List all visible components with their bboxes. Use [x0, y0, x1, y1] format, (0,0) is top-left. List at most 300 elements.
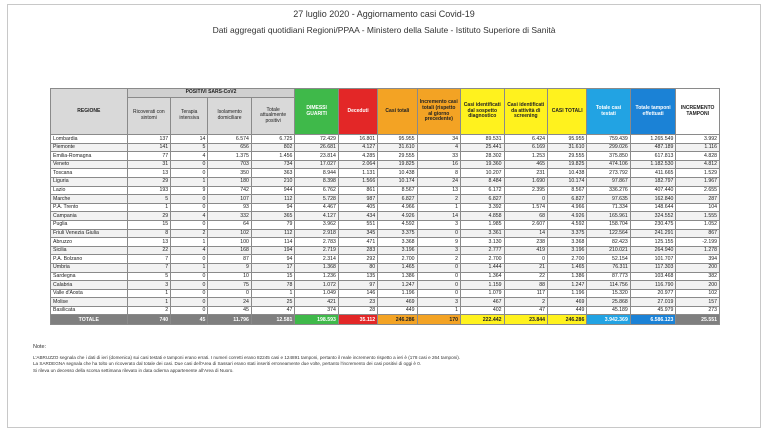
data-cell: 2 [171, 229, 208, 238]
data-cell: 0 [171, 203, 208, 212]
data-cell: 4.966 [378, 203, 417, 212]
data-cell: 2.314 [295, 255, 338, 264]
data-cell: 332 [208, 212, 251, 221]
data-cell: 2 [504, 298, 547, 307]
data-cell: 182.797 [630, 177, 676, 186]
data-cell: 1.052 [676, 220, 720, 229]
data-cell: 4.592 [378, 220, 417, 229]
data-cell: 22 [127, 246, 170, 255]
data-cell: 3.361 [461, 229, 504, 238]
header-regione: REGIONE [51, 89, 128, 135]
data-cell: 2.719 [295, 246, 338, 255]
data-cell: 77 [127, 152, 170, 161]
table-row [51, 289, 720, 298]
data-cell: 6.762 [295, 186, 338, 195]
data-cell: 1.079 [461, 289, 504, 298]
region-name-cell: Abruzzo [51, 238, 128, 247]
data-cell: 0 [208, 289, 251, 298]
data-cell: 1 [171, 263, 208, 272]
data-cell: 68 [504, 212, 547, 221]
data-cell: 238 [504, 238, 547, 247]
data-cell: 0 [417, 263, 460, 272]
data-cell: 19.825 [378, 160, 417, 169]
table-row [51, 195, 720, 204]
data-cell: 3.962 [295, 220, 338, 229]
data-cell: 9 [171, 186, 208, 195]
header-dimessi-guariti: DIMESSI GUARITI [295, 89, 338, 135]
region-name-cell: Liguria [51, 177, 128, 186]
data-cell: 703 [208, 160, 251, 169]
data-cell: 14 [504, 229, 547, 238]
header-totale-positivi: Totale attualmente positivi [251, 98, 295, 135]
table-row [51, 281, 720, 290]
data-cell: 2.918 [295, 229, 338, 238]
data-cell: 4.926 [548, 212, 587, 221]
data-cell: 365 [251, 212, 295, 221]
data-cell: 33 [417, 152, 460, 161]
data-cell: 3.392 [461, 203, 504, 212]
data-cell: 3.992 [676, 135, 720, 144]
data-cell: 141 [127, 143, 170, 152]
total-cell: 198.593 [295, 315, 338, 325]
data-cell: 29 [127, 177, 170, 186]
data-cell: 1.236 [295, 272, 338, 281]
data-cell: 25 [251, 298, 295, 307]
data-cell: 742 [208, 186, 251, 195]
data-cell: 13 [127, 238, 170, 247]
data-cell: 28 [338, 306, 377, 315]
covid-data-table-container [50, 88, 720, 325]
data-cell: 3.375 [378, 229, 417, 238]
report-subtitle: Dati aggregati quotidiani Regioni/PPAA - Ministero della Salute - Istituto Superiore di Sanità [212, 25, 556, 35]
total-cell: 6.586.123 [630, 315, 676, 325]
data-cell: 0 [417, 289, 460, 298]
data-cell: 162.840 [630, 195, 676, 204]
data-cell: 4.592 [548, 220, 587, 229]
data-cell: 299.026 [587, 143, 630, 152]
data-cell: 345 [338, 229, 377, 238]
data-cell: 95.955 [378, 135, 417, 144]
table-row [51, 152, 720, 161]
data-cell: 93 [208, 203, 251, 212]
data-cell: 2.607 [504, 220, 547, 229]
total-label-cell: TOTALE [51, 315, 128, 325]
data-cell: 75 [208, 281, 251, 290]
data-cell: 28.302 [461, 152, 504, 161]
header-casi-totali: Casi totali [378, 89, 417, 135]
data-cell: 47 [504, 306, 547, 315]
data-cell: 0 [417, 281, 460, 290]
region-name-cell: Valle d'Aosta [51, 289, 128, 298]
data-cell: 434 [338, 212, 377, 221]
data-cell: 1.247 [378, 281, 417, 290]
data-cell: 117.303 [630, 263, 676, 272]
table-row [51, 220, 720, 229]
table-row [51, 160, 720, 169]
data-cell: 0 [171, 298, 208, 307]
header-group-positivi: POSITIVI SARS-CoV2 [127, 89, 295, 98]
region-name-cell: P.A. Bolzano [51, 255, 128, 264]
header-casi-screening: Casi identificati da attività di screening [504, 89, 547, 135]
data-cell: 4.966 [548, 203, 587, 212]
data-cell: 10.438 [548, 169, 587, 178]
data-cell: 72.429 [295, 135, 338, 144]
data-cell: 0 [504, 195, 547, 204]
data-cell: 146 [338, 289, 377, 298]
data-cell: 3 [127, 281, 170, 290]
data-cell: 3.130 [461, 238, 504, 247]
data-cell: 6.172 [461, 186, 504, 195]
data-cell: 617.813 [630, 152, 676, 161]
total-cell: 246.286 [378, 315, 417, 325]
header-incremento-tamponi: INCREMENTO TAMPONI [676, 89, 720, 135]
data-cell: 861 [338, 186, 377, 195]
data-cell: 101.707 [630, 255, 676, 264]
data-cell: 2.700 [461, 255, 504, 264]
data-cell: 1 [127, 203, 170, 212]
data-cell: 117 [504, 289, 547, 298]
data-cell: 103.468 [630, 272, 676, 281]
table-body [51, 135, 720, 325]
table-row [51, 298, 720, 307]
data-cell: 10 [208, 272, 251, 281]
data-cell: 25.868 [587, 298, 630, 307]
data-cell: 29.555 [548, 152, 587, 161]
notes-label: Note: [33, 344, 47, 350]
data-cell: 1.444 [461, 263, 504, 272]
total-cell: 222.442 [461, 315, 504, 325]
data-cell: 114.756 [587, 281, 630, 290]
data-cell: 1 [251, 289, 295, 298]
table-row [51, 177, 720, 186]
data-cell: 3.375 [548, 229, 587, 238]
data-cell: 421 [295, 298, 338, 307]
data-cell: 4.127 [338, 143, 377, 152]
data-cell: 165.961 [587, 212, 630, 221]
data-cell: 0 [417, 272, 460, 281]
data-cell: 1.574 [504, 203, 547, 212]
data-cell: 29.555 [378, 152, 417, 161]
data-cell: 21 [504, 263, 547, 272]
data-cell: 402 [461, 306, 504, 315]
data-cell: 4.285 [338, 152, 377, 161]
data-cell: 31.610 [378, 143, 417, 152]
data-cell: 1.368 [295, 263, 338, 272]
data-cell: 1.967 [676, 177, 720, 186]
data-cell: 14 [171, 135, 208, 144]
total-cell: 3.942.369 [587, 315, 630, 325]
data-cell: 64 [208, 220, 251, 229]
data-cell: 1.364 [461, 272, 504, 281]
report-title: 27 luglio 2020 - Aggiornamento casi Covid-19 [293, 9, 475, 19]
data-cell: 47 [251, 306, 295, 315]
data-cell: 24 [208, 298, 251, 307]
data-cell: 210 [251, 177, 295, 186]
data-cell: 4 [171, 246, 208, 255]
data-cell: 3.368 [548, 238, 587, 247]
data-cell: 1 [417, 203, 460, 212]
data-cell: 15.320 [587, 289, 630, 298]
data-cell: 3 [417, 220, 460, 229]
data-cell: 551 [338, 220, 377, 229]
data-cell: 19.360 [461, 160, 504, 169]
data-cell: 8 [127, 229, 170, 238]
data-cell: 0 [171, 306, 208, 315]
data-cell: 1.049 [295, 289, 338, 298]
data-cell: 336.276 [587, 186, 630, 195]
data-cell: 6.169 [504, 143, 547, 152]
data-cell: 8.567 [548, 186, 587, 195]
data-cell: 80 [338, 263, 377, 272]
data-cell: 2.700 [548, 255, 587, 264]
data-cell: 474.106 [587, 160, 630, 169]
data-cell: 1.529 [676, 169, 720, 178]
data-cell: 4 [171, 212, 208, 221]
table-row [51, 238, 720, 247]
data-cell: 137 [127, 135, 170, 144]
data-cell: 1 [171, 238, 208, 247]
data-cell: 350 [208, 169, 251, 178]
note-line: La SARDEGNA segnala che ha tolto un ricoverato dal totale dei casi. Due casi dell'Area di Sassari erano stati inseriti erroneamente due volte, pertanto l'incremento dei casi positivi di oggi è 0. [33, 361, 422, 367]
data-cell: 52.154 [587, 255, 630, 264]
data-cell: 157 [676, 298, 720, 307]
data-cell: 29 [127, 212, 170, 221]
data-cell: 6.574 [208, 135, 251, 144]
data-cell: 2 [417, 255, 460, 264]
data-cell: 6.827 [461, 195, 504, 204]
data-cell: 20.977 [630, 289, 676, 298]
region-name-cell: Sicilia [51, 246, 128, 255]
data-cell: 4.127 [295, 212, 338, 221]
data-cell: 23 [338, 298, 377, 307]
data-cell: 13 [127, 169, 170, 178]
data-cell: 0 [171, 255, 208, 264]
data-cell: 292 [338, 255, 377, 264]
data-cell: 273 [676, 306, 720, 315]
data-cell: 1.072 [295, 281, 338, 290]
data-cell: 4.926 [378, 212, 417, 221]
data-cell: 656 [208, 143, 251, 152]
total-cell: 25.551 [676, 315, 720, 325]
data-cell: 97 [338, 281, 377, 290]
data-cell: 9 [417, 238, 460, 247]
data-cell: 210.021 [587, 246, 630, 255]
data-cell: 87 [208, 255, 251, 264]
data-cell: 2.783 [295, 238, 338, 247]
data-cell: 8 [417, 169, 460, 178]
data-cell: 374 [295, 306, 338, 315]
data-cell: 1.555 [676, 212, 720, 221]
data-cell: 1.253 [504, 152, 547, 161]
data-cell: 6.424 [504, 135, 547, 144]
region-name-cell: Umbria [51, 263, 128, 272]
header-totale-casi-testati: Totale casi testati [587, 89, 630, 135]
data-cell: 230.475 [630, 220, 676, 229]
table-row [51, 263, 720, 272]
header-incremento-casi: Incremento casi totali (rispetto al giorno precedente) [417, 89, 460, 135]
total-cell: 12.581 [251, 315, 295, 325]
data-cell: 116.790 [630, 281, 676, 290]
data-cell: 1 [171, 177, 208, 186]
data-cell: 0 [504, 255, 547, 264]
data-cell: 88 [504, 281, 547, 290]
data-cell: 6.827 [378, 195, 417, 204]
data-cell: 7 [127, 255, 170, 264]
data-cell: 24 [417, 177, 460, 186]
data-cell: 6.827 [548, 195, 587, 204]
data-cell: 467 [461, 298, 504, 307]
data-cell: 419 [504, 246, 547, 255]
data-cell: 78 [251, 281, 295, 290]
data-cell: 363 [251, 169, 295, 178]
header-casi-totali-2: CASI TOTALI [548, 89, 587, 135]
data-cell: 87.773 [587, 272, 630, 281]
group-header-row [51, 89, 720, 98]
table-row [51, 246, 720, 255]
data-cell: 22 [504, 272, 547, 281]
data-cell: -2.199 [676, 238, 720, 247]
region-name-cell: Molise [51, 298, 128, 307]
data-cell: 3.196 [548, 246, 587, 255]
data-cell: 5 [171, 143, 208, 152]
data-cell: 45.189 [587, 306, 630, 315]
data-cell: 10.174 [378, 177, 417, 186]
data-cell: 944 [251, 186, 295, 195]
data-cell: 89.531 [461, 135, 504, 144]
data-cell: 112 [251, 229, 295, 238]
data-cell: 0 [171, 160, 208, 169]
header-terapia-intensiva: Terapia intensiva [171, 98, 208, 135]
data-cell: 2.064 [338, 160, 377, 169]
data-cell: 264.940 [630, 246, 676, 255]
data-cell: 13 [417, 186, 460, 195]
data-cell: 95.955 [548, 135, 587, 144]
data-cell: 5 [127, 272, 170, 281]
data-cell: 469 [548, 298, 587, 307]
data-cell: 2.395 [504, 186, 547, 195]
data-cell: 97.867 [587, 177, 630, 186]
total-cell: 11.796 [208, 315, 251, 325]
data-cell: 2 [127, 306, 170, 315]
data-cell: 4 [417, 143, 460, 152]
data-cell: 94 [251, 255, 295, 264]
data-cell: 23.814 [295, 152, 338, 161]
table-row [51, 169, 720, 178]
region-name-cell: P.A. Trento [51, 203, 128, 212]
data-cell: 324.552 [630, 212, 676, 221]
data-cell: 1.386 [378, 272, 417, 281]
table-row [51, 272, 720, 281]
data-cell: 19.825 [548, 160, 587, 169]
data-cell: 7 [127, 263, 170, 272]
data-cell: 15 [127, 220, 170, 229]
header-isolamento: Isolamento domiciliare [208, 98, 251, 135]
data-cell: 0 [171, 169, 208, 178]
data-cell: 987 [338, 195, 377, 204]
region-name-cell: Friuli Venezia Giulia [51, 229, 128, 238]
data-cell: 125.155 [630, 238, 676, 247]
data-cell: 4 [171, 152, 208, 161]
data-cell: 27.019 [630, 298, 676, 307]
data-cell: 1 [417, 306, 460, 315]
table-row [51, 229, 720, 238]
data-cell: 1.690 [504, 177, 547, 186]
data-cell: 487.189 [630, 143, 676, 152]
data-cell: 180 [208, 177, 251, 186]
data-cell: 411.665 [630, 169, 676, 178]
data-cell: 45.979 [630, 306, 676, 315]
data-cell: 394 [676, 255, 720, 264]
data-cell: 1.985 [461, 220, 504, 229]
data-cell: 0 [171, 195, 208, 204]
data-cell: 34 [417, 135, 460, 144]
data-cell: 1.131 [338, 169, 377, 178]
data-cell: 469 [378, 298, 417, 307]
data-cell: 405 [338, 203, 377, 212]
data-cell: 114 [251, 238, 295, 247]
data-cell: 1.456 [251, 152, 295, 161]
data-cell: 759.439 [587, 135, 630, 144]
data-cell: 5 [127, 195, 170, 204]
data-cell: 107 [208, 195, 251, 204]
data-cell: 102 [676, 289, 720, 298]
data-cell: 0 [417, 229, 460, 238]
data-cell: 734 [251, 160, 295, 169]
data-cell: 158.704 [587, 220, 630, 229]
data-cell: 25.441 [461, 143, 504, 152]
total-row [51, 315, 720, 325]
data-cell: 82.423 [587, 238, 630, 247]
data-cell: 375.850 [587, 152, 630, 161]
data-cell: 15 [251, 272, 295, 281]
region-name-cell: Campania [51, 212, 128, 221]
data-cell: 1.566 [338, 177, 377, 186]
note-line: L'ABRUZZO segnala che i dati di ieri (domenica) sui casi testati e tamponi erano errati. I numeri corretti erano 82245 casi e 124891 tamponi, pertanto il reale incremento rispetto a ieri è (178 casi e 264 tamponi). [33, 355, 461, 361]
data-cell: 8.567 [378, 186, 417, 195]
notes-section [33, 344, 733, 374]
region-name-cell: Sardegna [51, 272, 128, 281]
total-cell: 740 [127, 315, 170, 325]
data-cell: 10.207 [461, 169, 504, 178]
data-cell: 407.440 [630, 186, 676, 195]
region-name-cell: Lombardia [51, 135, 128, 144]
region-name-cell: Calabria [51, 281, 128, 290]
data-cell: 71.334 [587, 203, 630, 212]
data-cell: 1.375 [208, 152, 251, 161]
data-cell: 4.828 [676, 152, 720, 161]
data-cell: 1 [127, 289, 170, 298]
region-name-cell: Veneto [51, 160, 128, 169]
data-cell: 4.467 [295, 203, 338, 212]
data-cell: 168 [208, 246, 251, 255]
data-cell: 100 [208, 238, 251, 247]
data-cell: 867 [676, 229, 720, 238]
header-totale-tamponi: Totale tamponi effettuati [630, 89, 676, 135]
data-cell: 193 [127, 186, 170, 195]
data-cell: 465 [504, 160, 547, 169]
data-cell: 1.116 [676, 143, 720, 152]
header-casi-sospetto-diagnostico: Casi identificati dal sospetto diagnostico [461, 89, 504, 135]
data-cell: 17 [251, 263, 295, 272]
data-cell: 471 [338, 238, 377, 247]
data-cell: 8.944 [295, 169, 338, 178]
data-cell: 3.368 [378, 238, 417, 247]
data-cell: 1 [127, 298, 170, 307]
region-name-cell: Marche [51, 195, 128, 204]
data-cell: 287 [676, 195, 720, 204]
data-cell: 273.792 [587, 169, 630, 178]
total-cell: 35.112 [338, 315, 377, 325]
